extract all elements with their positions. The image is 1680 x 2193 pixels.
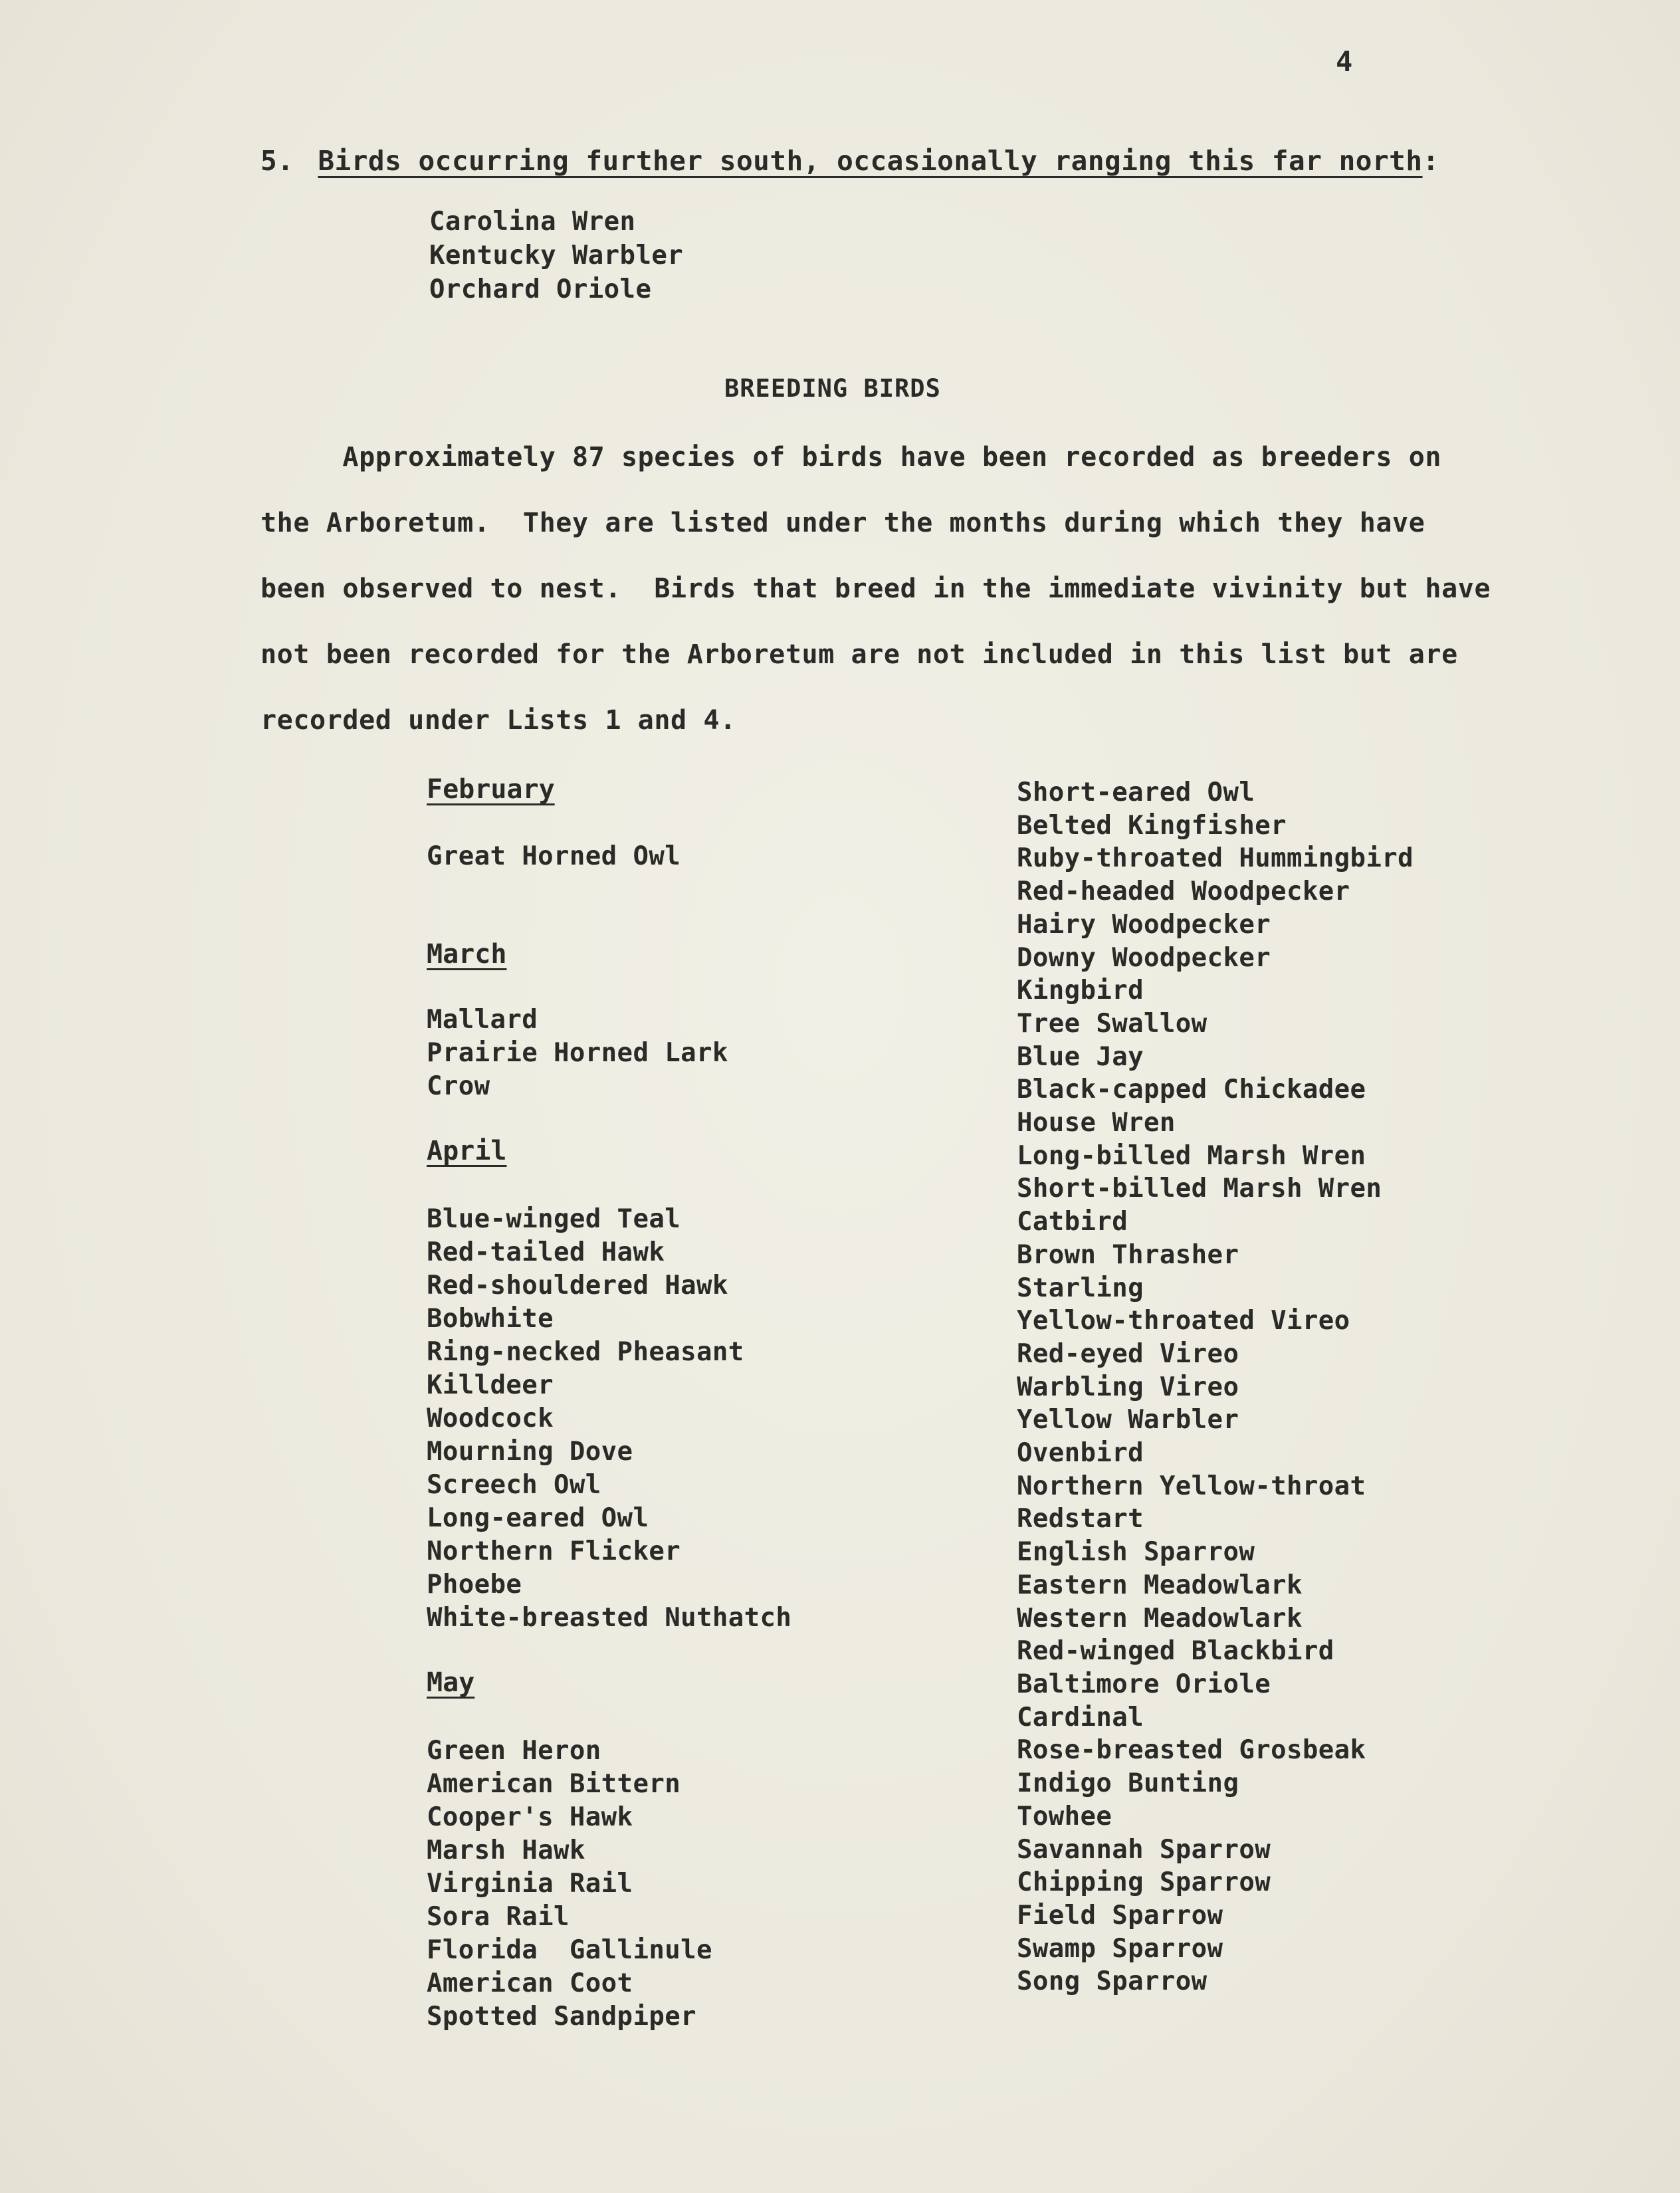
bird-list-item: Ruby-throated Hummingbird (1017, 843, 1414, 874)
bird-list-item: Mourning Dove (427, 1437, 633, 1467)
breeding-intro-paragraph (261, 444, 1523, 773)
southern-birds-list (429, 205, 683, 306)
bird-list-item: Cooper's Hawk (427, 1802, 633, 1832)
bird-list-item: Tree Swallow (1017, 1008, 1208, 1039)
bird-list-item: Green Heron (427, 1736, 601, 1766)
bird-list-item: Warbling Vireo (1017, 1372, 1239, 1402)
month-heading-april: April (427, 1136, 507, 1166)
bird-list-item: Western Meadowlark (1017, 1603, 1303, 1633)
bird-list-item: Screech Owl (427, 1470, 601, 1500)
bird-list-item: Crow (427, 1071, 490, 1101)
intro-line: Approximately 87 species of birds have been recorded as breeders on (261, 442, 1442, 472)
bird-list-item: Ring-necked Pheasant (427, 1337, 744, 1367)
month-heading-march: March (427, 939, 507, 970)
bird-list-item: Starling (1017, 1273, 1144, 1303)
bird-list-item: Catbird (1017, 1207, 1128, 1237)
bird-list-item: Kingbird (1017, 976, 1144, 1006)
bird-list-item: Northern Flicker (427, 1536, 681, 1566)
bird-list-item: Great Horned Owl (427, 841, 681, 871)
bird-list-item: Red-shouldered Hawk (427, 1271, 728, 1301)
bird-list-item: Red-eyed Vireo (1017, 1338, 1239, 1369)
bird-list-item: American Coot (427, 1968, 633, 1998)
bird-list-item: Short-eared Owl (1017, 778, 1255, 807)
bird-list-item: Woodcock (427, 1404, 554, 1433)
bird-list-item: Eastern Meadowlark (1017, 1570, 1303, 1600)
intro-line: the Arboretum. They are listed under the months during which they have (261, 508, 1425, 538)
bird-list-item: Towhee (1017, 1801, 1112, 1831)
section-heading-colon: : (1422, 145, 1439, 177)
bird-list-item: Song Sparrow (1017, 1966, 1208, 1997)
may-birds-list (427, 1734, 712, 2034)
bird-list-item: Hairy Woodpecker (1017, 909, 1271, 940)
bird-list-item: Brown Thrasher (1017, 1239, 1239, 1270)
february-birds-list (427, 840, 681, 873)
bird-list-item: Chipping Sparrow (1017, 1867, 1271, 1898)
bird-list-item: Mallard (427, 1005, 538, 1035)
bird-list-item: Bobwhite (427, 1304, 554, 1334)
march-birds-list (427, 1003, 728, 1103)
bird-list-item: Blue Jay (1017, 1041, 1144, 1072)
bird-list-item: Field Sparrow (1017, 1900, 1223, 1931)
section-number: 5. (261, 145, 294, 177)
bird-list-item: House Wren (1017, 1108, 1176, 1138)
bird-list-item: Sora Rail (427, 1902, 570, 1932)
bird-list-item: Baltimore Oriole (1017, 1669, 1271, 1699)
bird-list-item: Yellow-throated Vireo (1017, 1306, 1350, 1336)
bird-list-item: Long-billed Marsh Wren (1017, 1140, 1366, 1171)
bird-list-item: Savannah Sparrow (1017, 1834, 1271, 1865)
bird-list-item: Short-billed Marsh Wren (1017, 1174, 1382, 1204)
bird-list-item: Blue-winged Teal (427, 1204, 681, 1234)
page-number: 4 (1336, 45, 1353, 78)
bird-list-item: Indigo Bunting (1017, 1768, 1239, 1799)
bird-list-item: Red-tailed Hawk (427, 1237, 665, 1267)
bird-list-item: Prairie Horned Lark (427, 1038, 728, 1068)
bird-list-item: Red-headed Woodpecker (1017, 877, 1350, 907)
may-birds-list-continued (1017, 776, 1414, 1998)
section-heading-text: Birds occurring further south, occasionally ranging this far north (318, 145, 1423, 177)
bird-list-item: Killdeer (427, 1370, 554, 1400)
bird-list-item: Redstart (1017, 1504, 1144, 1534)
bird-list-item: Orchard Oriole (429, 274, 652, 304)
bird-list-item: Marsh Hawk (427, 1835, 585, 1865)
bird-list-item: White-breasted Nuthatch (427, 1603, 792, 1633)
bird-list-item: Phoebe (427, 1570, 522, 1600)
bird-list-item: Red-winged Blackbird (1017, 1636, 1334, 1667)
bird-list-item: Swamp Sparrow (1017, 1933, 1223, 1964)
bird-list-item: Ovenbird (1017, 1438, 1144, 1469)
bird-list-item: Black-capped Chickadee (1017, 1075, 1366, 1105)
bird-list-item: Long-eared Owl (427, 1503, 649, 1533)
bird-list-item: Virginia Rail (427, 1869, 633, 1899)
section-5-heading (261, 145, 1439, 177)
bird-list-item: Florida Gallinule (427, 1935, 712, 1965)
bird-list-item: Downy Woodpecker (1017, 942, 1271, 973)
bird-list-item: Kentucky Warbler (429, 241, 684, 270)
bird-list-item: English Sparrow (1017, 1537, 1255, 1568)
bird-list-item: Belted Kingfisher (1017, 810, 1287, 841)
month-heading-may: May (427, 1667, 475, 1698)
intro-line: recorded under Lists 1 and 4. (261, 705, 736, 736)
april-birds-list (427, 1203, 791, 1635)
bird-list-item: Northern Yellow-throat (1017, 1471, 1366, 1501)
bird-list-item: American Bittern (427, 1769, 681, 1799)
bird-list-item: Spotted Sandpiper (427, 2002, 696, 2032)
intro-line: not been recorded for the Arboretum are not included in this list but are (261, 639, 1458, 670)
bird-list-item: Carolina Wren (429, 207, 636, 237)
intro-line: been observed to nest. Birds that breed in the immediate vivinity but have (261, 574, 1491, 604)
bird-list-item: Yellow Warbler (1017, 1405, 1239, 1435)
month-heading-february: February (427, 774, 555, 805)
bird-list-item: Cardinal (1017, 1702, 1144, 1732)
breeding-birds-title: BREEDING BIRDS (724, 374, 941, 403)
bird-list-item: Rose-breasted Grosbeak (1017, 1735, 1366, 1766)
